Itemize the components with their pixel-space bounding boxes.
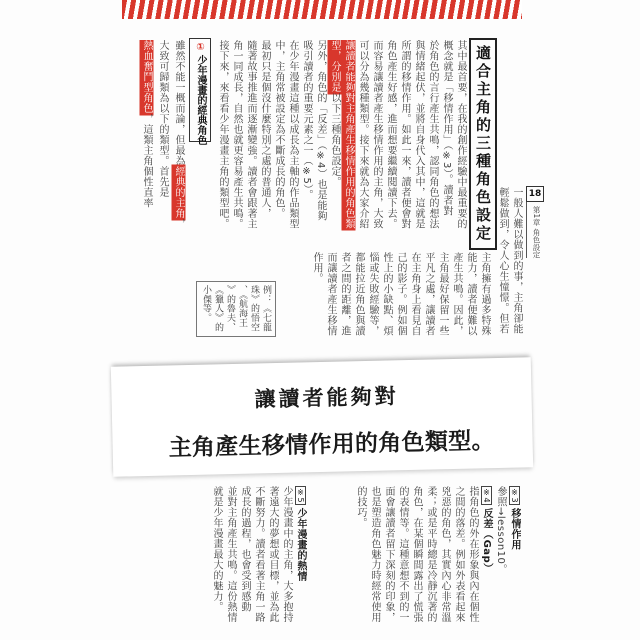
text-column xyxy=(435,252,449,337)
headline-banner xyxy=(111,357,533,477)
text-column xyxy=(465,486,479,623)
text-segment: 平凡之處，讓讀者 xyxy=(423,252,434,336)
text-segment: 兇惡的角色，其實內心非常溫 xyxy=(439,486,450,623)
text-column xyxy=(381,486,395,623)
text-column xyxy=(215,40,229,236)
text-segment: 隨著故事推進而逐漸變強。讀者會跟著主 xyxy=(245,40,256,229)
text-column xyxy=(243,40,257,236)
text-column xyxy=(353,486,367,623)
text-segment: 也是塑造角色魅力時經常使用 xyxy=(369,486,380,623)
text-column xyxy=(279,486,293,623)
text-column xyxy=(411,40,425,236)
section-heading: 適合主角的三種角色設定 xyxy=(469,38,497,250)
text-segment: 之間的落差。例如外表看起來 xyxy=(453,486,464,623)
text-segment: 性上的小缺點、煩 xyxy=(381,252,392,336)
note-marker: ※4 xyxy=(482,488,491,504)
text-segment: 指角色的外在形象與內在個性 xyxy=(467,486,478,623)
text-segment: 珠》的悟空 xyxy=(249,285,259,332)
text-column xyxy=(421,252,435,337)
text-segment: 面會讓讀者留下深刻的印象， xyxy=(383,486,394,623)
text-column xyxy=(379,252,393,337)
body-text-mid xyxy=(309,252,491,337)
note-title: 少年漫畫的熱情 xyxy=(295,508,306,582)
text-column xyxy=(337,252,351,337)
text-segment: 中，主角常被設定為不斷成長的角色。 xyxy=(273,40,284,219)
text-column xyxy=(493,486,507,623)
text-column xyxy=(479,486,493,623)
text-column xyxy=(251,486,265,623)
text-column xyxy=(265,486,279,623)
text-column xyxy=(313,40,327,236)
text-segment: 就是少年漫畫最大的魅力。 xyxy=(211,486,222,612)
text-column xyxy=(449,252,463,337)
text-segment: 角色，在某個瞬間露出了慌張 xyxy=(411,486,422,623)
text-column xyxy=(170,40,186,236)
text-column xyxy=(407,252,421,337)
text-segment: 另外，角色的「反差」（※4）也是能夠 xyxy=(315,40,326,222)
text-column xyxy=(285,40,299,236)
text-segment: 所謂的移情作用。如此一來，讀者便會對 xyxy=(399,40,410,229)
text-segment: 吸引讀者的重要元素之一（※5）。 xyxy=(301,40,312,201)
text-column xyxy=(355,40,369,236)
text-segment: 角一同成長，自然也就更容易產生共鳴。 xyxy=(231,40,242,229)
text-column xyxy=(439,40,453,236)
text-column xyxy=(212,285,224,333)
footnotes-left xyxy=(209,486,307,623)
note-marker: ※3 xyxy=(510,488,519,504)
text-segment: 都能拉近角色與讀 xyxy=(353,252,364,336)
text-segment: 而容易讓讀者產生移情作用的主角，大致 xyxy=(371,40,382,229)
text-segment: 主角最好保留一些 xyxy=(437,252,448,336)
text-column xyxy=(236,285,248,333)
text-segment: 參照→lesson10。 xyxy=(495,486,506,575)
text-segment: 並對主角產生共鳴。這份熱情 xyxy=(225,486,236,623)
text-column xyxy=(323,252,337,337)
text-segment: 接下來，來看看少年漫畫主角的類型吧。 xyxy=(217,40,228,229)
text-segment: 作用。 xyxy=(311,252,322,284)
text-segment: 主角擁有過多特殊 xyxy=(479,252,490,336)
headline-line-1: 讓讀者能夠對 xyxy=(254,384,399,412)
text-segment: ，這類主角個性直率 xyxy=(141,113,152,208)
headline-line-2: 主角產生移情作用的角色類型。 xyxy=(168,428,496,462)
text-column xyxy=(463,252,477,337)
text-column xyxy=(451,486,465,623)
chapter-tab-line xyxy=(526,202,527,258)
text-column xyxy=(453,40,467,236)
body-text-upper xyxy=(215,40,467,236)
text-column xyxy=(495,187,509,335)
subheading-box xyxy=(189,38,211,145)
text-segment: 》的魯夫、 xyxy=(225,285,235,332)
text-segment: 《獵人》的 xyxy=(213,285,223,332)
subheading-number: ① xyxy=(195,42,206,53)
highlighted-text: 讓讀者能夠對主角產生移情作用的角色類 xyxy=(343,40,354,229)
text-segment: 小傑等。 xyxy=(201,285,211,323)
text-column xyxy=(393,252,407,337)
text-segment: 的表情等。這種意想不到的一 xyxy=(397,486,408,623)
text-column xyxy=(257,40,271,236)
text-column xyxy=(138,40,154,236)
text-column xyxy=(299,40,313,236)
text-segment: 概念就是「移情作用」（※3）。讀者對 xyxy=(441,40,452,217)
text-column xyxy=(309,252,323,337)
text-column xyxy=(237,486,251,623)
text-segment: 與情緒起伏，並將自身代入其中，這就是 xyxy=(413,40,424,229)
text-segment: 者之間的距離，進 xyxy=(339,252,350,336)
text-segment: 其中最首要，在我的創作經驗中最重要的 xyxy=(455,40,466,229)
text-segment: 能力，讀者便難以 xyxy=(465,252,476,336)
text-column xyxy=(351,252,365,337)
text-segment: 惱或失敗經驗等， xyxy=(367,252,378,336)
text-column xyxy=(209,486,223,623)
text-segment: 一般人難以做到的事，主角卻能 xyxy=(511,187,522,334)
text-segment: 著遠大的夢想或目標，並為此 xyxy=(267,486,278,623)
text-column xyxy=(293,486,307,623)
body-text-mid-right xyxy=(495,187,523,335)
text-segment: 輕鬆做到，令人心生憧憬。但若 xyxy=(497,187,508,334)
text-column xyxy=(367,486,381,623)
text-column xyxy=(409,486,423,623)
text-column xyxy=(425,40,439,236)
text-segment: 柔；或是平時總是冷靜沉著的 xyxy=(425,486,436,623)
text-segment: 可以分為幾種類型。接下來就為大家介紹 xyxy=(357,40,368,229)
text-segment: 、《航海王 xyxy=(237,285,247,328)
chapter-label: 第1章 角色設定 xyxy=(532,206,541,259)
page-number: 18 xyxy=(526,186,544,202)
text-segment: 而讓讀者產生移情 xyxy=(325,252,336,336)
text-segment: 不斷努力。讀者看著主角一路 xyxy=(253,486,264,623)
text-segment: 成長的過程，也會受到感動 xyxy=(239,486,250,612)
text-column xyxy=(260,285,272,333)
text-column xyxy=(397,40,411,236)
text-segment: 在主角身上看見自 xyxy=(409,252,420,336)
text-column xyxy=(509,187,523,335)
text-segment: 於角色的言行產生共鳴，認同角色的想法 xyxy=(427,40,438,229)
text-column xyxy=(437,486,451,623)
text-segment: 最初只是個沒什麼特別之處的普通人， xyxy=(259,40,270,219)
text-column xyxy=(223,486,237,623)
text-column xyxy=(395,486,409,623)
text-column xyxy=(477,252,491,337)
text-segment: ， xyxy=(173,218,184,229)
text-segment: 例：《七龍 xyxy=(261,285,271,332)
text-column xyxy=(341,40,355,236)
note-marker: ※5 xyxy=(296,488,305,504)
text-column xyxy=(423,486,437,623)
text-segment: 大致可歸類為以下的類型。首先是 xyxy=(157,40,168,198)
body-text-upper-left xyxy=(138,40,186,236)
footnotes-right xyxy=(353,486,521,623)
subheading-title: 少年漫畫的經典角色 xyxy=(195,55,206,145)
text-segment: 己的影子。例如個 xyxy=(395,252,406,336)
text-segment: 產生共鳴。因此， xyxy=(451,252,462,336)
text-column xyxy=(154,40,170,236)
text-column xyxy=(271,40,285,236)
text-column xyxy=(229,40,243,236)
text-column xyxy=(365,252,379,337)
text-column xyxy=(369,40,383,236)
text-segment: 角色產生好感，進而想要繼續閱讀下去。 xyxy=(385,40,396,229)
text-segment: 的技巧。 xyxy=(355,486,366,528)
text-column xyxy=(200,285,212,333)
highlighted-text: 熱血奮鬥型角色 xyxy=(141,40,152,114)
text-column xyxy=(224,285,236,333)
text-segment: 少年漫畫中的主角，大多抱持 xyxy=(281,486,292,623)
highlighted-text: 型，分別是 xyxy=(329,40,340,93)
text-column xyxy=(383,40,397,236)
text-column xyxy=(507,486,521,623)
note-title: 移情作用 xyxy=(509,508,520,551)
text-segment: 以下三種角色設定。 xyxy=(329,92,340,187)
text-segment: 雖然不能一概而論，但最為 xyxy=(173,40,184,166)
example-box xyxy=(196,281,276,337)
text-column xyxy=(248,285,260,333)
highlighted-text: 經典的主角 xyxy=(173,166,184,219)
top-stripe-band xyxy=(122,0,522,19)
text-column xyxy=(327,40,341,236)
text-segment: 在少年漫畫這種以成長為主軸的作品類型 xyxy=(287,40,298,229)
note-title: 反差（Gap） xyxy=(481,508,492,574)
